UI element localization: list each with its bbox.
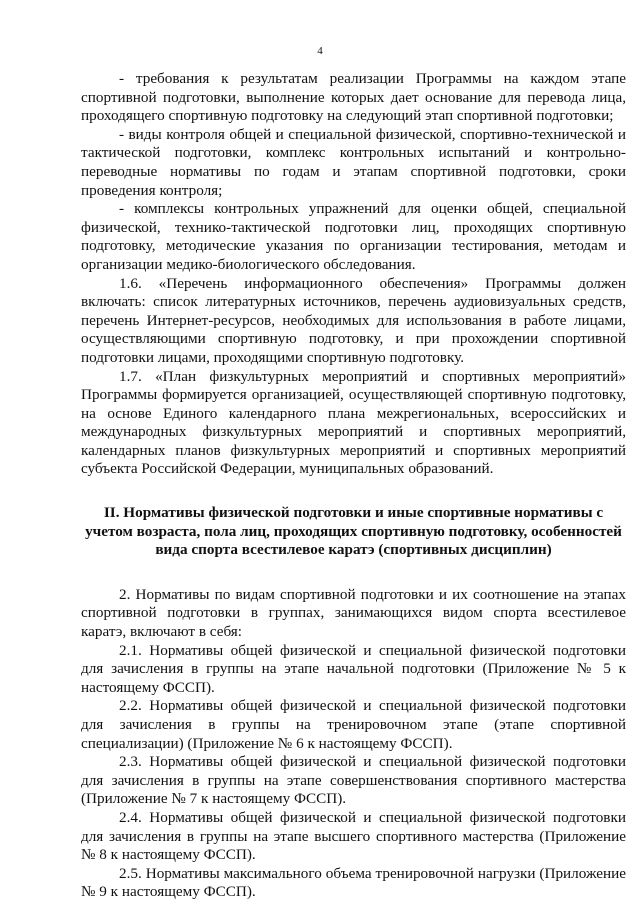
paragraph-1-6: 1.6. «Перечень информационного обеспечения» Программы должен включать: список литературных источников, перечень аудиовизуальных средств, перечень Интернет-ресурсов, необходимых для использования в работе лицами, осуществляющими спортивную подготовку, и при прохождении спортивной подготовки лицами, проходящими спортивную подготовку.: [81, 274, 626, 366]
paragraph-1-7: 1.7. «План физкультурных мероприятий и спортивных мероприятий» Программы формируется организацией, осуществляющей спортивную подготовку, на основе Единого календарного плана межрегиональных, всероссийских и международных физкультурных мероприятий и спортивных мероприятий, календарных планов физкультурных мероприятий и спортивных мероприятий субъекта Российской Федерации, муниципальных образований.: [81, 367, 626, 478]
document-body: [81, 70, 626, 902]
section-heading: [81, 504, 626, 560]
section-heading-line-1: II. Нормативы физической подготовки и иные спортивные нормативы с: [103, 504, 604, 522]
paragraph-control-exercises: - комплексы контрольных упражнений для оценки общей, специальной физической, технико-тактической подготовки лиц, проходящих спортивную подготовку, методические указания по организации тестирования, методам и организации медико-биологического обследования.: [81, 200, 626, 273]
paragraph-2-3: 2.3. Нормативы общей физической и специальной физической подготовки для зачисления в группы на этапе совершенствования спортивного мастерства (Приложение № 7 к настоящему ФССП).: [81, 753, 626, 808]
paragraph-2-4: 2.4. Нормативы общей физической и специальной физической подготовки для зачисления в группы на этапе высшего спортивного мастерства (Приложение № 8 к настоящему ФССП).: [81, 808, 626, 864]
paragraph-2: 2. Нормативы по видам спортивной подготовки и их соотношение на этапах спортивной подготовки в группах, занимающихся видом спорта всестилевое каратэ, включают в себя:: [81, 585, 626, 641]
paragraph-control-types: - виды контроля общей и специальной физической, спортивно-технической и тактической подготовки, комплекс контрольных испытаний и контрольно-переводные нормативы по годам и этапам спортивной подготовки, сроки проведения контроля;: [81, 125, 626, 199]
section-heading-line-2: учетом возраста, пола лиц, проходящих спортивную подготовку, особенностей: [85, 522, 622, 540]
paragraph-requirements: - требования к результатам реализации Программы на каждом этапе спортивной подготовки, выполнение которых дает основание для перевода лица, проходящего спортивную подготовку на следующий этап спортивной подготовки;: [81, 70, 626, 125]
paragraph-2-5: 2.5. Нормативы максимального объема тренировочной нагрузки (Приложение № 9 к настоящему ФССП).: [81, 864, 626, 901]
section-heading-line-3: вида спорта всестилевое каратэ (спортивных дисциплин): [155, 541, 552, 559]
paragraph-2-2: 2.2. Нормативы общей физической и специальной физической подготовки для зачисления в группы на тренировочном этапе (этапе спортивной специализации) (Приложение № 6 к настоящему ФССП).: [81, 697, 626, 752]
page-number: 4: [317, 45, 323, 57]
paragraph-2-1: 2.1. Нормативы общей физической и специальной физической подготовки для зачисления в группы на этапе начальной подготовки (Приложение № 5 к настоящему ФССП).: [81, 641, 626, 696]
